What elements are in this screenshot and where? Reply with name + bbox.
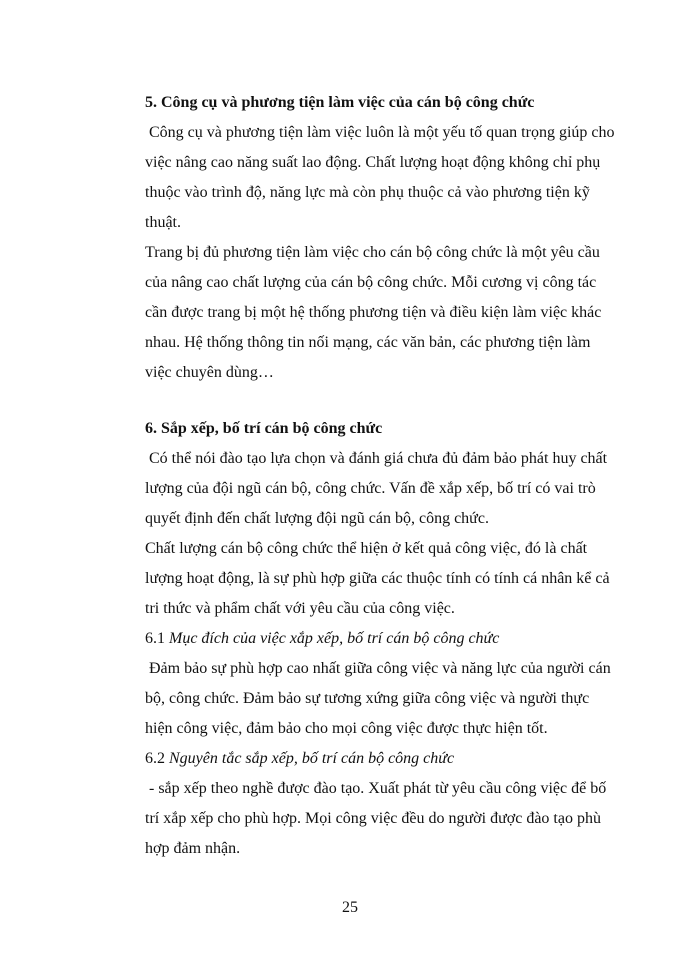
section-6-paragraph-1: Có thể nói đào tạo lựa chọn và đánh giá chưa đủ đảm bảo phát huy chất lượng của đội ngũ cán bộ, công chức. Vấn đề xắp xếp, bố trí có vai trò quyết định đến chất lượng đội ngũ cán bộ, công chức. (145, 450, 612, 527)
section-6-heading: 6. Sắp xếp, bố trí cán bộ công chức (145, 420, 383, 437)
section-5-paragraph-2: Trang bị đủ phương tiện làm việc cho cán bộ công chức là một yêu cầu của nâng cao chất lượng của cán bộ công chức. Mỗi cương vị công tác cần được trang bị một hệ thống phương tiện và điều kiện làm việc khác nhau. Hệ thống thông tin nối mạng, các văn bản, các phương tiện làm việc chuyên dùng… (145, 244, 602, 381)
subsection-6-1-body: Đảm bảo sự phù hợp cao nhất giữa công việc và năng lực của người cán bộ, công chức. Đảm bảo sự tương xứng giữa công việc và người thực hiện công việc, đảm bảo cho mọi công việc được thực hiện tốt. (145, 660, 615, 737)
subsection-6-2-number: 6.2 (145, 750, 169, 767)
section-5-heading: 5. Công cụ và phương tiện làm việc của cán bộ công chức (145, 94, 535, 111)
subsection-6-1-number: 6.1 (145, 630, 169, 647)
subsection-6-2-heading (145, 744, 615, 774)
subsection-6-2-body: - sắp xếp theo nghề được đào tạo. Xuất phát từ yêu cầu công việc để bố trí xắp xếp cho phù hợp. Mọi công việc đều do người được đào tạo phù hợp đảm nhận. (145, 780, 611, 857)
section-6-paragraph-2: Chất lượng cán bộ công chức thể hiện ở kết quả công việc, đó là chất lượng hoạt động, là sự phù hợp giữa các thuộc tính có tính cá nhân kể cả tri thức và phẩm chất với yêu cầu của công việc. (145, 540, 610, 617)
document-page (145, 88, 619, 864)
subsection-6-1-heading (145, 624, 615, 654)
section-spacer (145, 388, 615, 414)
subsection-6-1-title: Mục đích của việc xắp xếp, bố trí cán bộ công chức (169, 630, 500, 647)
page-number: 25 (342, 899, 358, 916)
subsection-6-2-title: Nguyên tắc sắp xếp, bố trí cán bộ công chức (169, 750, 455, 767)
section-5-paragraph-1: Công cụ và phương tiện làm việc luôn là một yếu tố quan trọng giúp cho việc nâng cao năng suất lao động. Chất lượng hoạt động không chỉ phụ thuộc vào trình độ, năng lực mà còn phụ thuộc cả vào phương tiện kỹ thuật. (145, 124, 619, 231)
